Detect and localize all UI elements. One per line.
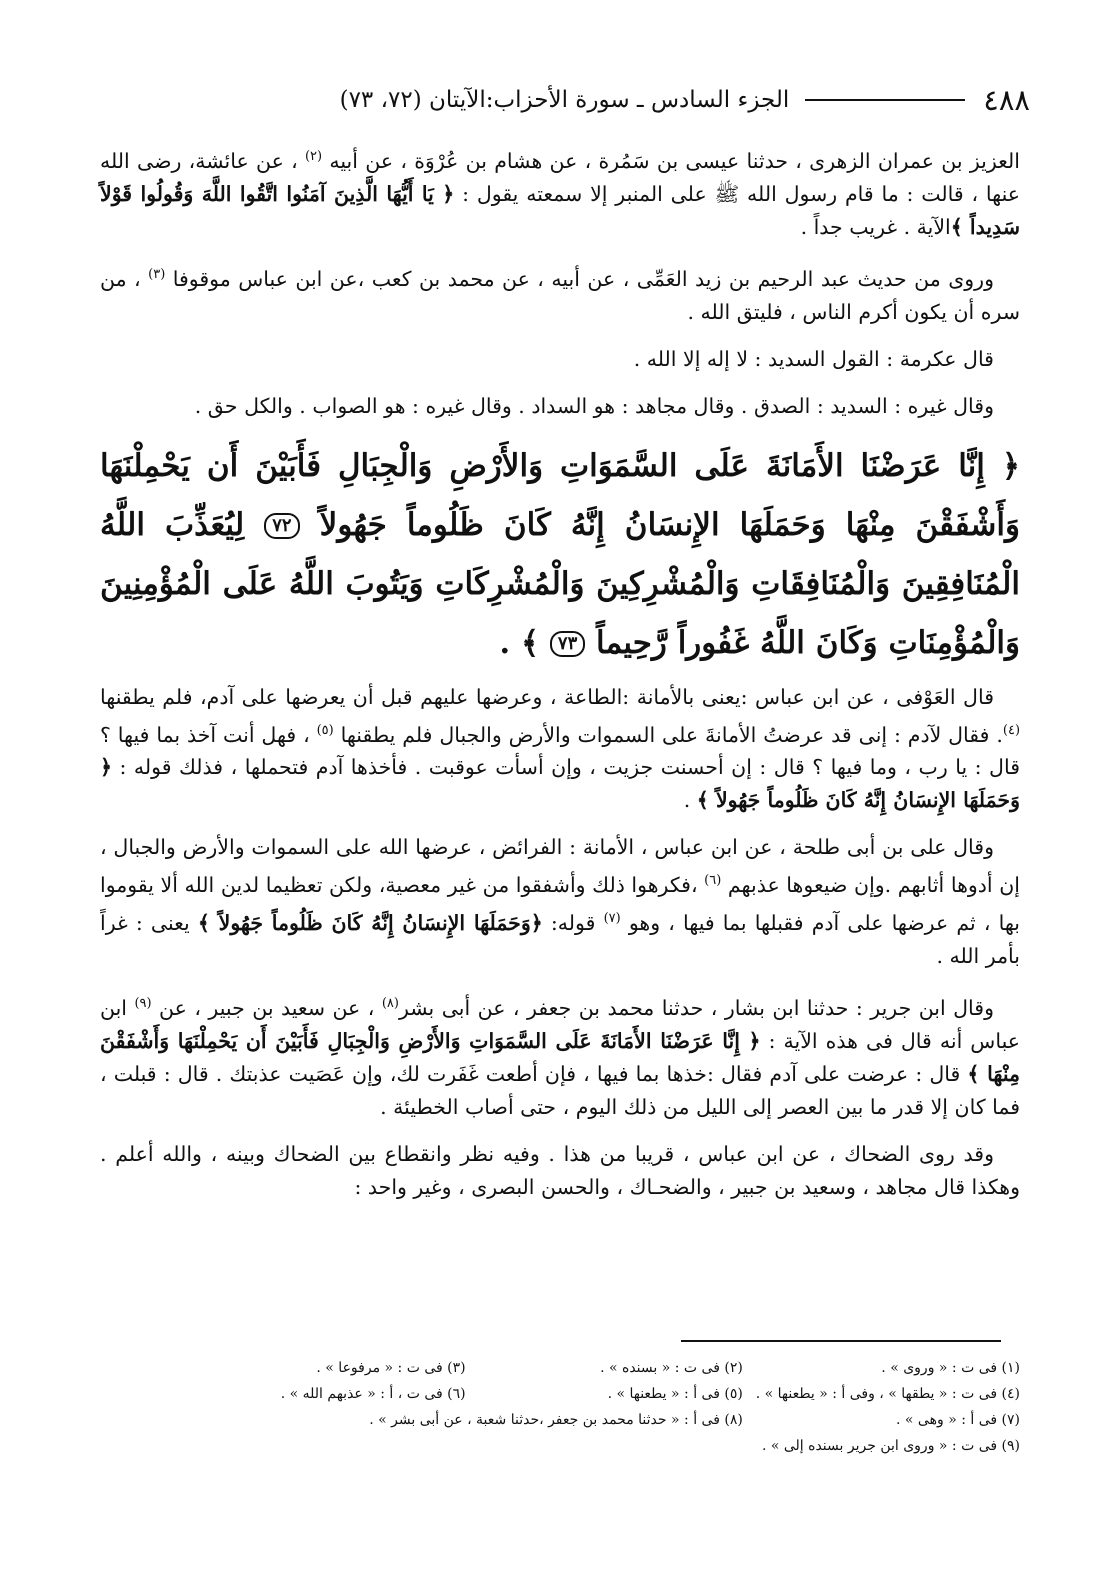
text-run: ابن عباس أنه قال فى هذه الآية :	[100, 995, 1021, 1053]
footnote-row	[180, 1355, 1020, 1381]
paragraph-1	[100, 140, 1020, 244]
page-header	[100, 78, 1030, 122]
page-number: ٤٨٨	[983, 83, 1030, 117]
text-run: يعنى : غراً بأمر الله .	[100, 911, 1020, 969]
text-run: ، عن عائشة، رضى الله عنها ، قالت : ما قام رسول الله ﷺ على المنبر إلا سمعته يقول :	[100, 148, 1020, 206]
footnote: (٨) فى أ : « حدثنا محمد بن جعفر ،حدثنا شعبة ، عن أبى بشر » .	[369, 1412, 743, 1428]
verse-text: ﴾ .	[499, 624, 540, 661]
verse-text: ﴿ إِنَّا عَرَضْنَا الأَمَانَةَ عَلَى السَّمَوَاتِ وَالأَرْضِ وَالْجِبَالِ فَأَبَيْنَ أَن يَحْمِلْنَهَا وَأَشْفَقْنَ مِنْهَا وَحَمَلَهَا الإِنسَانُ إِنَّهُ كَانَ ظَلُوماً جَهُولاً	[100, 447, 1020, 543]
text-run: وقال على بن أبى طلحة ، عن ابن عباس ، الأمانة : الفرائض ، عرضها الله على السموات والأرض والجبال ، إن أدوها أثابهم .وإن ضيعوها عذبهم	[100, 835, 1020, 898]
text-run: قال : عرضت على آدم فقال :خذها بما فيها ، فإن أطعت غَفَرت لك، وإن عَصَيت عذبتك . قال : قبلت ، فما كان إلا قدر ما بين العصر إلى الليل من ذلك اليوم ، حتى أصاب الخطيئة .	[100, 1061, 1020, 1119]
paragraph-2	[100, 258, 1020, 329]
footnote: (٩) فى ت : « وروى ابن جرير بسنده إلى » .	[761, 1438, 1020, 1454]
verse-text: لِيُعَذِّبَ اللَّهُ الْمُنَافِقِينَ وَالْمُنَافِقَاتِ وَالْمُشْرِكِينَ وَالْمُشْرِكَاتِ وَيَتُوبَ اللَّهُ عَلَى الْمُؤْمِنِينَ وَالْمُؤْمِنَاتِ وَكَانَ اللَّهُ غَفُوراً رَّحِيماً	[100, 506, 1020, 661]
running-title: الجزء السادس ـ سورة الأحزاب:الآيتان (٧٢، ٧٣)	[339, 87, 790, 113]
footnote: (٢) فى ت : « بسنده » .	[600, 1360, 743, 1376]
text-run: ، عن سعيد بن جبير ، عن	[151, 995, 382, 1020]
footnote-ref: (٨)	[381, 996, 399, 1012]
text-run: ، من سره أن يكون أكرم الناس ، فليتق الله .	[100, 266, 1020, 324]
footnote-ref: (٧)	[603, 911, 621, 927]
quran-quote: ﴿وَحَمَلَهَا الإِنسَانُ إِنَّهُ كَانَ ظَلُوماً جَهُولاً ﴾	[197, 911, 543, 936]
footnote-ref: (٩)	[134, 996, 152, 1012]
footnote: (٣) فى ت : « مرفوعا » .	[316, 1360, 466, 1376]
footnote-divider	[681, 1340, 1001, 1342]
text-run: قال العَوْفى ، عن ابن عباس :يعنى بالأمانة :الطاعة ، وعرضها عليهم قبل أن يعرضها على آدم، فلم يطقنها	[100, 684, 994, 709]
footnote-ref: (٥)	[316, 722, 334, 738]
text-run: ، فهل أنت آخذ بما فيها ؟ قال : يا رب ، وما فيها ؟ قال : إن أحسنت جزيت ، وإن أسأت عوقبت . فأخذها آدم فتحملها ، فذلك قوله :	[100, 722, 1020, 780]
paragraph-6	[100, 831, 1020, 973]
text-run: ،فكرهوا ذلك وأشفقوا من غير معصية، ولكن تعظيما لدين الله ألا يقوموا بها ، ثم عرضها على آدم فقبلها بما فيها ، وهو	[100, 873, 1020, 936]
paragraph-3: قال عكرمة : القول السديد : لا إله إلا الله .	[633, 346, 994, 371]
quran-quote: ﴿ يَا أَيُّهَا الَّذِينَ آمَنُوا اتَّقُوا اللَّهَ وَقُولُوا قَوْلاً سَدِيداً ﴾	[100, 181, 1020, 239]
footnote-ref: (٣)	[148, 266, 166, 282]
text-run: وروى من حديث عبد الرحيم بن زيد العَمِّى ، عن أبيه ، عن محمد بن كعب ،عن ابن عباس موقوفا	[165, 266, 994, 291]
footnote: (٤) فى ت : « يطقها » ، وفى أ : « يطعنها » .	[755, 1386, 1020, 1402]
footnote-row	[180, 1433, 1020, 1459]
paragraph-8: وقد روى الضحاك ، عن ابن عباس ، قريبا من هذا . وفيه نظر وانقطاع بين الضحاك وبينه ، والله أعلم . وهكذا قال مجاهد ، وسعيد بن جبير ، والضحـاك ، والحسن البصرى ، وغير واحد :	[100, 1141, 1020, 1199]
text-run: قوله:	[542, 911, 604, 936]
footnote: (٥) فى أ : « يطعنها » .	[607, 1386, 743, 1402]
quran-quote: ﴿ إِنَّا عَرَضْنَا الأَمَانَةَ عَلَى السَّمَوَاتِ وَالأَرْضِ وَالْجِبَالِ فَأَبَيْنَ أَن يَحْمِلْنَهَا وَأَشْفَقْنَ مِنْهَا ﴾	[100, 1028, 1020, 1086]
text-run: .	[683, 788, 697, 813]
verse-block	[100, 437, 1020, 673]
text-run: الآية . غريب جداً .	[800, 214, 951, 239]
footnote: (٦) فى ت ، أ : « عذبهم الله » .	[280, 1386, 466, 1402]
main-text	[100, 140, 1020, 1218]
quran-quote: ﴿ وَحَمَلَهَا الإِنسَانُ إِنَّهُ كَانَ ظَلُوماً جَهُولاً ﴾	[100, 755, 1020, 813]
paragraph-7	[100, 987, 1020, 1124]
footnote: (٧) فى أ : « وهى » .	[896, 1412, 1020, 1428]
header-rule	[805, 99, 965, 101]
text-run: وقال ابن جرير : حدثنا ابن بشار ، حدثنا محمد بن جعفر ، عن أبى بشر	[398, 995, 995, 1020]
footnote-ref: (٦)	[704, 873, 722, 889]
ayah-number-marker: ٧٢	[264, 513, 299, 539]
footnote-ref: (٤)	[1002, 722, 1021, 738]
paragraph-5	[100, 681, 1020, 818]
footnote: (١) فى ت : « وروى » .	[881, 1360, 1020, 1376]
text-run: . فقال لآدم : إنى قد عرضتُ الأمانةَ على السموات والأرض والجبال فلم يطقنها	[333, 722, 1003, 747]
text-run: العزيز بن عمران الزهرى ، حدثنا عيسى بن سَمُرة ، عن هشام بن عُرْوَة ، عن أبيه	[322, 148, 1020, 173]
footnote-ref: (٢)	[304, 149, 323, 164]
footnotes	[180, 1355, 1020, 1459]
footnote-row	[180, 1381, 1020, 1407]
footnote-row	[180, 1407, 1020, 1433]
ayah-number-marker: ٧٣	[550, 631, 585, 657]
paragraph-4: وقال غيره : السديد : الصدق . وقال مجاهد : هو السداد . وقال غيره : هو الصواب . والكل حق .	[194, 393, 994, 418]
